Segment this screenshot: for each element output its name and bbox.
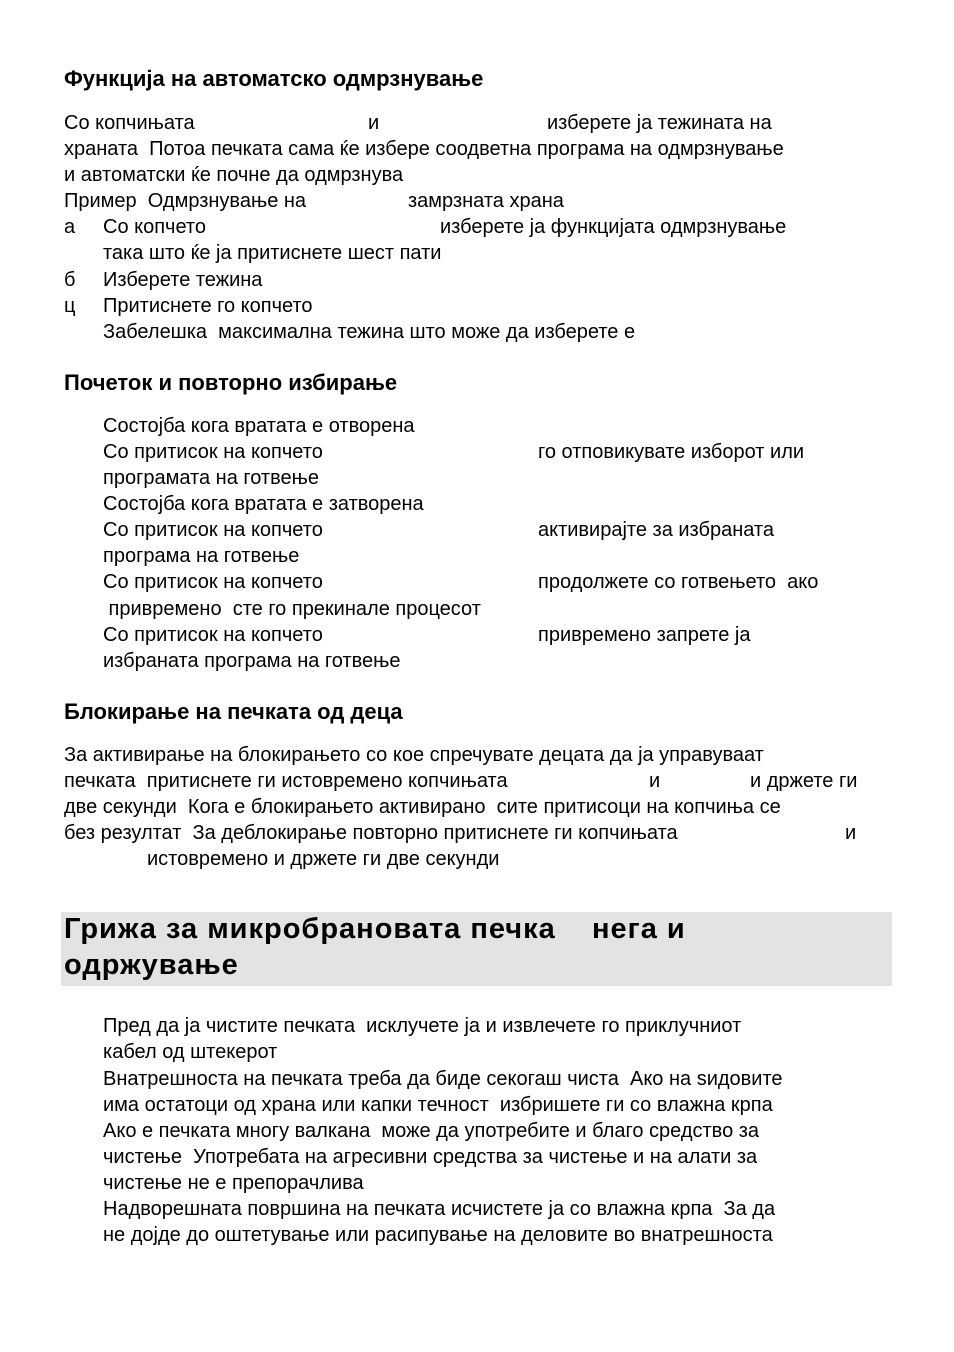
start-line-5a: Со притисок на копчето bbox=[103, 519, 323, 541]
start-line-7b: продолжете со готвењето ако bbox=[538, 571, 819, 593]
defrost-line-1b: и bbox=[368, 112, 380, 134]
start-line-2b: го отповикувате изборот или bbox=[538, 441, 805, 463]
childlock-line-2b: и bbox=[649, 770, 661, 792]
heading-care-line-2: одржување bbox=[64, 949, 239, 981]
childlock-line-4b: и bbox=[845, 822, 857, 844]
care-line-8: Надворешната површина на печката исчистете ја со влажна крпа За да bbox=[103, 1198, 776, 1220]
step-a-text-3: така што ќе ја притиснете шест пати bbox=[103, 242, 442, 264]
start-line-6: програма на готвење bbox=[103, 545, 300, 567]
defrost-line-2: храната Потоа печката сама ќе избере соодветна програма на одмрзнување bbox=[64, 138, 784, 160]
step-a-text-1: Со копчето bbox=[103, 216, 206, 238]
care-line-5: Ако е печката многу валкана може да употребите и благо средство за bbox=[103, 1120, 760, 1142]
start-line-4: Состојба кога вратата е затворена bbox=[103, 493, 424, 515]
list-marker-c: ц bbox=[64, 295, 76, 317]
care-line-3: Внатрешноста на печката треба да биде секогаш чиста Ако на ѕидовите bbox=[103, 1068, 783, 1090]
start-line-8: привремено сте го прекинале процесот bbox=[103, 598, 481, 620]
defrost-line-1c: изберете ја тежината на bbox=[547, 112, 772, 134]
care-line-6: чистење Употребата на агресивни средства за чистење и на алати за bbox=[103, 1146, 758, 1168]
defrost-example-a: Пример Одмрзнување на bbox=[64, 190, 307, 212]
step-c-text: Притиснете го копчето bbox=[103, 295, 313, 317]
care-line-4: има остатоци од храна или капки течност избришете ги со влажна крпа bbox=[103, 1094, 773, 1116]
defrost-line-3: и автоматски ќе почне да одмрзнува bbox=[64, 164, 404, 186]
heading-start-reselect: Почеток и повторно избирање bbox=[64, 370, 398, 395]
start-line-5b: активирајте за избраната bbox=[538, 519, 774, 541]
care-line-9: не дојде до оштетување или расипување на деловите во внатрешноста bbox=[103, 1224, 773, 1246]
defrost-line-1a: Со копчињата bbox=[64, 112, 195, 134]
care-line-7: чистење не е препорачлива bbox=[103, 1172, 364, 1194]
start-line-7a: Со притисок на копчето bbox=[103, 571, 323, 593]
childlock-line-4a: без резултат За деблокирање повторно притиснете ги копчињата bbox=[64, 822, 678, 844]
start-line-9a: Со притисок на копчето bbox=[103, 624, 323, 646]
heading-child-lock: Блокирање на печката од деца bbox=[64, 699, 403, 724]
childlock-line-5: истовремено и држете ги две секунди bbox=[147, 848, 500, 870]
care-line-1: Пред да ја чистите печката исклучете ја и извлечете го приклучниот bbox=[103, 1015, 742, 1037]
childlock-line-2c: и држете ги bbox=[750, 770, 858, 792]
childlock-line-3: две секунди Кога е блокирањето активирано сите притисоци на копчиња се bbox=[64, 796, 781, 818]
defrost-example-b: замрзната храна bbox=[408, 190, 564, 212]
list-marker-b: б bbox=[64, 269, 76, 291]
step-b-text: Изберете тежина bbox=[103, 269, 263, 291]
start-line-1: Состојба кога вратата е отворена bbox=[103, 415, 415, 437]
childlock-line-2a: печката притиснете ги истовремено копчињата bbox=[64, 770, 508, 792]
start-line-10: избраната програма на готвење bbox=[103, 650, 401, 672]
childlock-line-1: За активирање на блокирањето со кое спречувате децата да ја управуваат bbox=[64, 744, 764, 766]
heading-care-line-1: Грижа за микробрановата печка нега и bbox=[64, 913, 686, 945]
list-marker-a: а bbox=[64, 216, 76, 238]
defrost-note: Забелешка максимална тежина што може да изберете е bbox=[103, 321, 636, 343]
heading-auto-defrost: Функција на автоматско одмрзнување bbox=[64, 66, 484, 91]
care-line-2: кабел од штекерот bbox=[103, 1041, 278, 1063]
start-line-9b: привремено запрете ја bbox=[538, 624, 751, 646]
start-line-3: програмата на готвење bbox=[103, 467, 319, 489]
step-a-text-2: изберете ја функцијата одмрзнување bbox=[440, 216, 787, 238]
start-line-2a: Со притисок на копчето bbox=[103, 441, 323, 463]
